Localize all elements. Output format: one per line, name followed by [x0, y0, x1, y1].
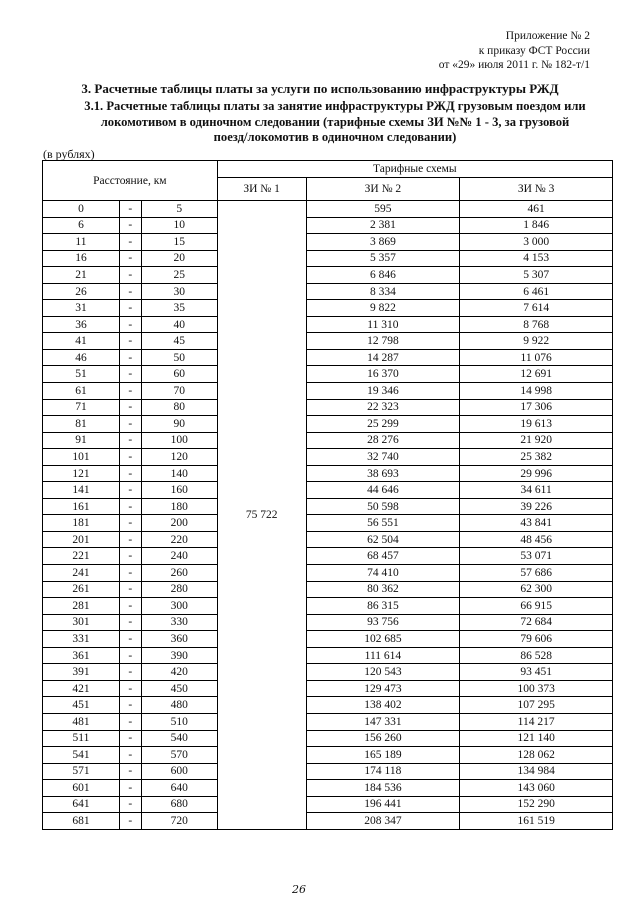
distance-dash: - [119, 432, 141, 449]
distance-from: 331 [43, 631, 120, 648]
zi2-value: 208 347 [306, 813, 460, 830]
distance-to: 260 [141, 565, 217, 582]
zi3-value: 29 996 [460, 465, 613, 482]
distance-dash: - [119, 201, 141, 218]
appendix-header [439, 29, 590, 73]
distance-dash: - [119, 449, 141, 466]
distance-from: 6 [43, 217, 120, 234]
zi2-value: 16 370 [306, 366, 460, 383]
table-row [43, 796, 613, 813]
distance-from: 391 [43, 664, 120, 681]
zi3-value: 66 915 [460, 598, 613, 615]
table-row [43, 647, 613, 664]
table-row [43, 747, 613, 764]
distance-from: 41 [43, 333, 120, 350]
distance-from: 36 [43, 316, 120, 333]
distance-to: 10 [141, 217, 217, 234]
distance-dash: - [119, 581, 141, 598]
distance-dash: - [119, 747, 141, 764]
distance-to: 120 [141, 449, 217, 466]
zi3-value: 11 076 [460, 349, 613, 366]
distance-to: 480 [141, 697, 217, 714]
tariff-table-body [43, 201, 613, 830]
distance-from: 241 [43, 565, 120, 582]
distance-from: 181 [43, 515, 120, 532]
distance-to: 5 [141, 201, 217, 218]
distance-from: 46 [43, 349, 120, 366]
zi3-value: 152 290 [460, 796, 613, 813]
distance-dash: - [119, 416, 141, 433]
zi2-value: 80 362 [306, 581, 460, 598]
zi2-value: 28 276 [306, 432, 460, 449]
distance-dash: - [119, 366, 141, 383]
distance-to: 540 [141, 730, 217, 747]
section-title: 3. Расчетные таблицы платы за услуги по использованию инфраструктуры РЖД [81, 81, 559, 96]
distance-from: 141 [43, 482, 120, 499]
zi3-value: 86 528 [460, 647, 613, 664]
distance-to: 200 [141, 515, 217, 532]
distance-dash: - [119, 383, 141, 400]
distance-from: 21 [43, 267, 120, 284]
zi2-value: 184 536 [306, 780, 460, 797]
table-row [43, 416, 613, 433]
distance-dash: - [119, 498, 141, 515]
distance-from: 0 [43, 201, 120, 218]
table-row [43, 349, 613, 366]
distance-to: 220 [141, 531, 217, 548]
distance-from: 421 [43, 680, 120, 697]
appendix-line-2: к приказу ФСТ России [478, 44, 590, 57]
distance-to: 510 [141, 713, 217, 730]
distance-to: 180 [141, 498, 217, 515]
zi3-value: 114 217 [460, 713, 613, 730]
zi3-value: 107 295 [460, 697, 613, 714]
distance-header: Расстояние, км [43, 161, 218, 201]
table-row [43, 283, 613, 300]
subsection-title-line-1: 3.1. Расчетные таблицы платы за занятие инфраструктуры РЖД грузовым поездом или [84, 99, 586, 113]
zi3-value: 25 382 [460, 449, 613, 466]
distance-dash: - [119, 316, 141, 333]
table-row [43, 217, 613, 234]
page-mark: 26 [292, 883, 306, 896]
distance-from: 121 [43, 465, 120, 482]
zi3-value: 5 307 [460, 267, 613, 284]
table-row [43, 598, 613, 615]
zi2-value: 14 287 [306, 349, 460, 366]
distance-to: 240 [141, 548, 217, 565]
distance-dash: - [119, 217, 141, 234]
distance-dash: - [119, 531, 141, 548]
zi2-value: 56 551 [306, 515, 460, 532]
zi3-value: 4 153 [460, 250, 613, 267]
zi2-value: 595 [306, 201, 460, 218]
distance-to: 50 [141, 349, 217, 366]
distance-to: 680 [141, 796, 217, 813]
zi2-value: 147 331 [306, 713, 460, 730]
table-row [43, 531, 613, 548]
zi2-value: 196 441 [306, 796, 460, 813]
distance-to: 45 [141, 333, 217, 350]
distance-dash: - [119, 548, 141, 565]
distance-to: 90 [141, 416, 217, 433]
zi2-value: 165 189 [306, 747, 460, 764]
zi2-value: 102 685 [306, 631, 460, 648]
distance-from: 641 [43, 796, 120, 813]
distance-to: 80 [141, 399, 217, 416]
distance-from: 301 [43, 614, 120, 631]
zi2-value: 8 334 [306, 283, 460, 300]
distance-to: 100 [141, 432, 217, 449]
zi3-value: 21 920 [460, 432, 613, 449]
distance-to: 720 [141, 813, 217, 830]
zi2-value: 174 118 [306, 763, 460, 780]
distance-dash: - [119, 482, 141, 499]
distance-from: 541 [43, 747, 120, 764]
zi3-value: 8 768 [460, 316, 613, 333]
table-row [43, 498, 613, 515]
zi2-value: 12 798 [306, 333, 460, 350]
zi3-value: 17 306 [460, 399, 613, 416]
zi2-value: 74 410 [306, 565, 460, 582]
table-row [43, 267, 613, 284]
table-row [43, 366, 613, 383]
subsection-title-line-3: поезд/локомотив в одиночном следовании) [213, 130, 457, 144]
distance-to: 390 [141, 647, 217, 664]
table-row [43, 631, 613, 648]
zi3-value: 72 684 [460, 614, 613, 631]
zi3-value: 43 841 [460, 515, 613, 532]
zi3-value: 39 226 [460, 498, 613, 515]
zi2-value: 120 543 [306, 664, 460, 681]
distance-from: 81 [43, 416, 120, 433]
distance-from: 571 [43, 763, 120, 780]
zi2-value: 138 402 [306, 697, 460, 714]
table-row [43, 614, 613, 631]
table-row [43, 333, 613, 350]
distance-to: 360 [141, 631, 217, 648]
distance-dash: - [119, 598, 141, 615]
tariff-schemes-header: Тарифные схемы [217, 161, 612, 178]
distance-dash: - [119, 333, 141, 350]
distance-dash: - [119, 565, 141, 582]
zi2-value: 22 323 [306, 399, 460, 416]
appendix-line-3: от «29» июля 2011 г. № 182-т/1 [438, 59, 590, 71]
zi3-value: 93 451 [460, 664, 613, 681]
distance-dash: - [119, 730, 141, 747]
zi2-value: 38 693 [306, 465, 460, 482]
zi3-value: 34 611 [460, 482, 613, 499]
table-row [43, 581, 613, 598]
zi3-value: 9 922 [460, 333, 613, 350]
distance-dash: - [119, 713, 141, 730]
zi3-value: 53 071 [460, 548, 613, 565]
zi2-value: 5 357 [306, 250, 460, 267]
distance-to: 20 [141, 250, 217, 267]
table-row [43, 664, 613, 681]
distance-dash: - [119, 515, 141, 532]
table-row [43, 813, 613, 830]
zi2-value: 3 869 [306, 234, 460, 251]
zi3-value: 1 846 [460, 217, 613, 234]
zi2-value: 93 756 [306, 614, 460, 631]
distance-from: 51 [43, 366, 120, 383]
distance-to: 300 [141, 598, 217, 615]
zi3-value: 6 461 [460, 283, 613, 300]
distance-from: 91 [43, 432, 120, 449]
zi2-value: 129 473 [306, 680, 460, 697]
zi2-value: 25 299 [306, 416, 460, 433]
distance-from: 101 [43, 449, 120, 466]
distance-to: 450 [141, 680, 217, 697]
distance-dash: - [119, 664, 141, 681]
table-row [43, 697, 613, 714]
zi3-value: 143 060 [460, 780, 613, 797]
zi3-value: 79 606 [460, 631, 613, 648]
distance-to: 600 [141, 763, 217, 780]
distance-dash: - [119, 647, 141, 664]
distance-to: 330 [141, 614, 217, 631]
distance-dash: - [119, 234, 141, 251]
table-row [43, 680, 613, 697]
distance-dash: - [119, 300, 141, 317]
zi2-value: 19 346 [306, 383, 460, 400]
zi3-value: 100 373 [460, 680, 613, 697]
distance-to: 640 [141, 780, 217, 797]
zi2-value: 50 598 [306, 498, 460, 515]
distance-to: 25 [141, 267, 217, 284]
zi3-value: 3 000 [460, 234, 613, 251]
distance-to: 60 [141, 366, 217, 383]
zi3-value: 14 998 [460, 383, 613, 400]
table-row [43, 763, 613, 780]
zi3-value: 134 984 [460, 763, 613, 780]
distance-dash: - [119, 796, 141, 813]
table-row [43, 449, 613, 466]
distance-from: 31 [43, 300, 120, 317]
distance-dash: - [119, 349, 141, 366]
distance-dash: - [119, 283, 141, 300]
table-row [43, 713, 613, 730]
table-row [43, 515, 613, 532]
zi3-value: 48 456 [460, 531, 613, 548]
distance-from: 361 [43, 647, 120, 664]
distance-dash: - [119, 465, 141, 482]
distance-from: 16 [43, 250, 120, 267]
distance-from: 681 [43, 813, 120, 830]
appendix-line-1: Приложение № 2 [505, 30, 590, 42]
col-header-zi2: ЗИ № 2 [306, 178, 460, 201]
zi2-value: 6 846 [306, 267, 460, 284]
distance-dash: - [119, 813, 141, 830]
zi2-value: 62 504 [306, 531, 460, 548]
table-row [43, 780, 613, 797]
table-row [43, 482, 613, 499]
distance-to: 35 [141, 300, 217, 317]
distance-from: 221 [43, 548, 120, 565]
distance-to: 160 [141, 482, 217, 499]
tariff-table [42, 160, 613, 830]
distance-from: 26 [43, 283, 120, 300]
table-row [43, 432, 613, 449]
distance-to: 40 [141, 316, 217, 333]
distance-from: 451 [43, 697, 120, 714]
distance-from: 601 [43, 780, 120, 797]
zi3-value: 128 062 [460, 747, 613, 764]
zi2-value: 2 381 [306, 217, 460, 234]
subsection-title-line-2: локомотивом в одиночном следовании (тарифные схемы ЗИ №№ 1 - 3, за грузовой [100, 114, 570, 129]
zi3-value: 7 614 [460, 300, 613, 317]
table-row [43, 548, 613, 565]
zi3-value: 62 300 [460, 581, 613, 598]
zi2-value: 44 646 [306, 482, 460, 499]
distance-to: 280 [141, 581, 217, 598]
distance-dash: - [119, 697, 141, 714]
distance-dash: - [119, 763, 141, 780]
distance-dash: - [119, 631, 141, 648]
distance-dash: - [119, 250, 141, 267]
distance-dash: - [119, 614, 141, 631]
distance-from: 11 [43, 234, 120, 251]
distance-from: 281 [43, 598, 120, 615]
zi2-value: 86 315 [306, 598, 460, 615]
distance-from: 481 [43, 713, 120, 730]
zi2-value: 9 822 [306, 300, 460, 317]
units-note: (в рублях) [43, 147, 95, 161]
distance-dash: - [119, 267, 141, 284]
distance-to: 70 [141, 383, 217, 400]
distance-dash: - [119, 680, 141, 697]
col-header-zi1: ЗИ № 1 [217, 178, 306, 201]
zi3-value: 57 686 [460, 565, 613, 582]
distance-from: 511 [43, 730, 120, 747]
distance-to: 570 [141, 747, 217, 764]
table-row [43, 234, 613, 251]
distance-to: 420 [141, 664, 217, 681]
table-row [43, 201, 613, 218]
table-row [43, 250, 613, 267]
distance-dash: - [119, 399, 141, 416]
distance-from: 261 [43, 581, 120, 598]
table-row [43, 399, 613, 416]
table-row [43, 465, 613, 482]
table-row [43, 383, 613, 400]
distance-from: 161 [43, 498, 120, 515]
zi2-value: 68 457 [306, 548, 460, 565]
distance-from: 71 [43, 399, 120, 416]
zi2-value: 11 310 [306, 316, 460, 333]
zi2-value: 111 614 [306, 647, 460, 664]
subsection-title [60, 99, 610, 146]
col-header-zi3: ЗИ № 3 [460, 178, 613, 201]
zi3-value: 12 691 [460, 366, 613, 383]
zi3-value: 161 519 [460, 813, 613, 830]
table-row [43, 300, 613, 317]
zi2-value: 32 740 [306, 449, 460, 466]
table-row [43, 565, 613, 582]
distance-from: 61 [43, 383, 120, 400]
zi2-value: 156 260 [306, 730, 460, 747]
table-row [43, 316, 613, 333]
zi3-value: 19 613 [460, 416, 613, 433]
distance-dash: - [119, 780, 141, 797]
distance-from: 201 [43, 531, 120, 548]
zi3-value: 461 [460, 201, 613, 218]
distance-to: 15 [141, 234, 217, 251]
zi3-value: 121 140 [460, 730, 613, 747]
distance-to: 30 [141, 283, 217, 300]
distance-to: 140 [141, 465, 217, 482]
zi1-value: 75 722 [217, 201, 306, 830]
table-row [43, 730, 613, 747]
